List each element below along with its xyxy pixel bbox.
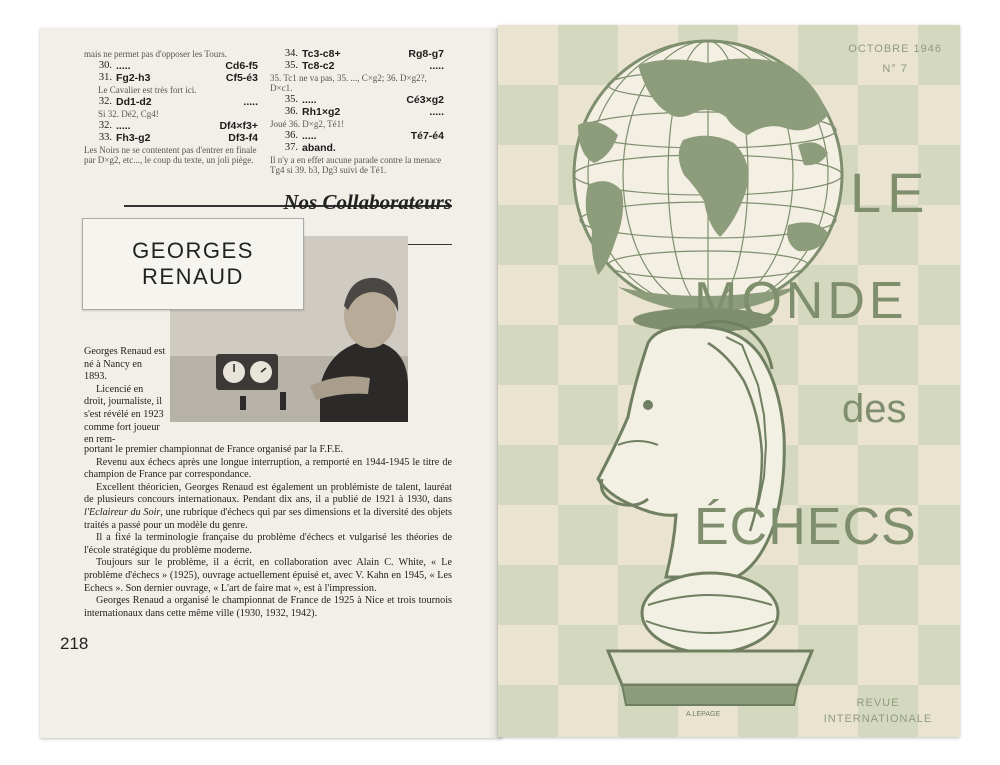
move-number: 33. (98, 132, 112, 143)
move-number: 31. (98, 72, 112, 83)
bio-intro-first: Georges Renaud est né à Nancy en 1893. (84, 346, 166, 383)
issue-info (848, 39, 942, 79)
move-number: 32. (98, 120, 112, 131)
title-word-des: des (842, 387, 907, 431)
move-note: Il n'y a en effet aucune parade contre la menace Tg4 si 39. b3, Dg3 suivi de Té1. (270, 155, 442, 175)
move-number: 35. (284, 94, 298, 105)
bio-body (84, 444, 452, 620)
white-move: ..... (302, 130, 317, 142)
move-note: Joué 36. D×g2, Té1! (270, 119, 345, 129)
subtitle-line-1: REVUE (856, 697, 900, 709)
white-move: ..... (302, 94, 317, 106)
bio-p3-text: Excellent théoricien, Georges Renaud est également un problémiste de talent, lauréat de plusieurs concours internationaux. Pendant dix ans, il a publié de 1921 à 1930, dans (84, 481, 452, 506)
black-move: Rg8-g7 (408, 48, 444, 60)
title-word-le: LE (850, 161, 931, 224)
move-row (84, 132, 258, 144)
white-move: ..... (116, 120, 131, 132)
magazine-cover (498, 25, 960, 737)
white-move: ..... (116, 60, 131, 72)
title-word-echecs: ÉCHECS (694, 498, 917, 556)
move-row (84, 72, 258, 84)
move-row (270, 94, 444, 106)
black-move: ..... (429, 106, 444, 118)
black-move: Df4×f3+ (219, 120, 258, 132)
black-move: Df3-f4 (228, 132, 258, 144)
first-name: GEORGES (132, 238, 254, 263)
bio-intro-rest: portant le premier championnat de France organisé par la F.F.E. (84, 444, 344, 455)
name-plate (82, 218, 304, 310)
black-move: Cf5-é3 (225, 72, 258, 84)
move-row (270, 60, 444, 72)
bio-paragraph-6: Georges Renaud a organisé le championnat de France de 1925 à Nice et trois tournois internationaux dans cette même ville (1930, 1932, 1942). (84, 595, 452, 619)
white-move: Tc3-c8+ (302, 48, 341, 60)
black-move: ..... (243, 96, 258, 108)
white-move: Fh3-g2 (116, 132, 151, 144)
move-row (270, 130, 444, 142)
black-move: Cd6-f5 (225, 60, 258, 72)
newspaper-title: l'Eclaireur du Soir (84, 506, 161, 518)
white-move: aband. (302, 142, 336, 154)
issue-number: N° 7 (882, 63, 908, 75)
move-number: 30. (98, 60, 112, 71)
move-row (84, 60, 258, 72)
move-note: Les Noirs ne se contentent pas d'entrer en finale par D×g2, etc..., le coup du texte, un joli piège. (84, 145, 257, 165)
cover-illustration (498, 25, 960, 737)
moves-column-left (84, 48, 258, 166)
black-move: ..... (429, 60, 444, 72)
move-note: Le Cavalier est très fort ici. (98, 85, 197, 95)
move-row (84, 96, 258, 108)
move-number: 36. (284, 106, 298, 117)
name-text (132, 238, 254, 290)
bio-paragraph-4: Il a fixé la terminologie française du problème d'échecs et vulgarisé les théories de l'école stratégique du problème moderne. (84, 532, 452, 556)
black-move: Té7-é4 (410, 130, 444, 142)
bio-paragraph-3 (84, 482, 452, 532)
move-row (270, 106, 444, 118)
title-word-monde: MONDE (694, 272, 908, 330)
move-row (270, 48, 444, 60)
subtitle-line-2: INTERNATIONALE (823, 713, 933, 725)
bio-paragraph-5: Toujours sur le problème, il a écrit, en collaboration avec Alain C. White, « Le problème d'échecs » (1925), ouvrage actuellement épuisé et, avec V. Kahn en 1945, « Les Echecs ». Son dernier ouvrage, « L'art de faire mat », est à l'impression. (84, 557, 452, 594)
issue-date: OCTOBRE 1946 (848, 43, 942, 55)
move-number: 35. (284, 60, 298, 71)
bio-intro-second: Licencié en droit, journaliste, il s'est révélé en 1923 comme fort joueur en rem- (84, 383, 164, 446)
last-name: RENAUD (142, 264, 244, 289)
move-number: 34. (284, 48, 298, 59)
move-number: 37. (284, 142, 298, 153)
move-note: Si 32. Dé2, Cg4! (98, 109, 159, 119)
bio-p3-text-end: , une rubrique d'échecs qui par ses dimensions et la diversité des objets traités a passé pour un modèle du genre. (84, 506, 452, 531)
cover-subtitle (818, 695, 938, 727)
white-move: Dd1-d2 (116, 96, 152, 108)
move-row (270, 142, 444, 154)
move-number: 32. (98, 96, 112, 107)
section-title: Nos Collaborateurs (283, 190, 452, 214)
artist-signature: A.LEPAGE (686, 711, 721, 718)
white-move: Tc8-c2 (302, 60, 335, 72)
page-number: 218 (60, 634, 89, 653)
move-number: 36. (284, 130, 298, 141)
bio-intro-column (84, 346, 166, 447)
black-move (372, 142, 444, 154)
move-row (84, 120, 258, 132)
white-move: Fg2-h3 (116, 72, 151, 84)
moves-column-right (270, 48, 444, 176)
bio-paragraph-2: Revenu aux échecs après une longue interruption, a remporté en 1944-1945 le titre de champion de France par correspondance. (84, 456, 452, 481)
white-move: Rh1×g2 (302, 106, 341, 118)
move-note: mais ne permet pas d'opposer les Tours. (84, 49, 228, 59)
black-move: Cé3×g2 (406, 94, 444, 106)
move-note: 35. Tc1 ne va pas, 35. ..., C×g2; 36. D×g2?, D×c1. (270, 73, 427, 93)
